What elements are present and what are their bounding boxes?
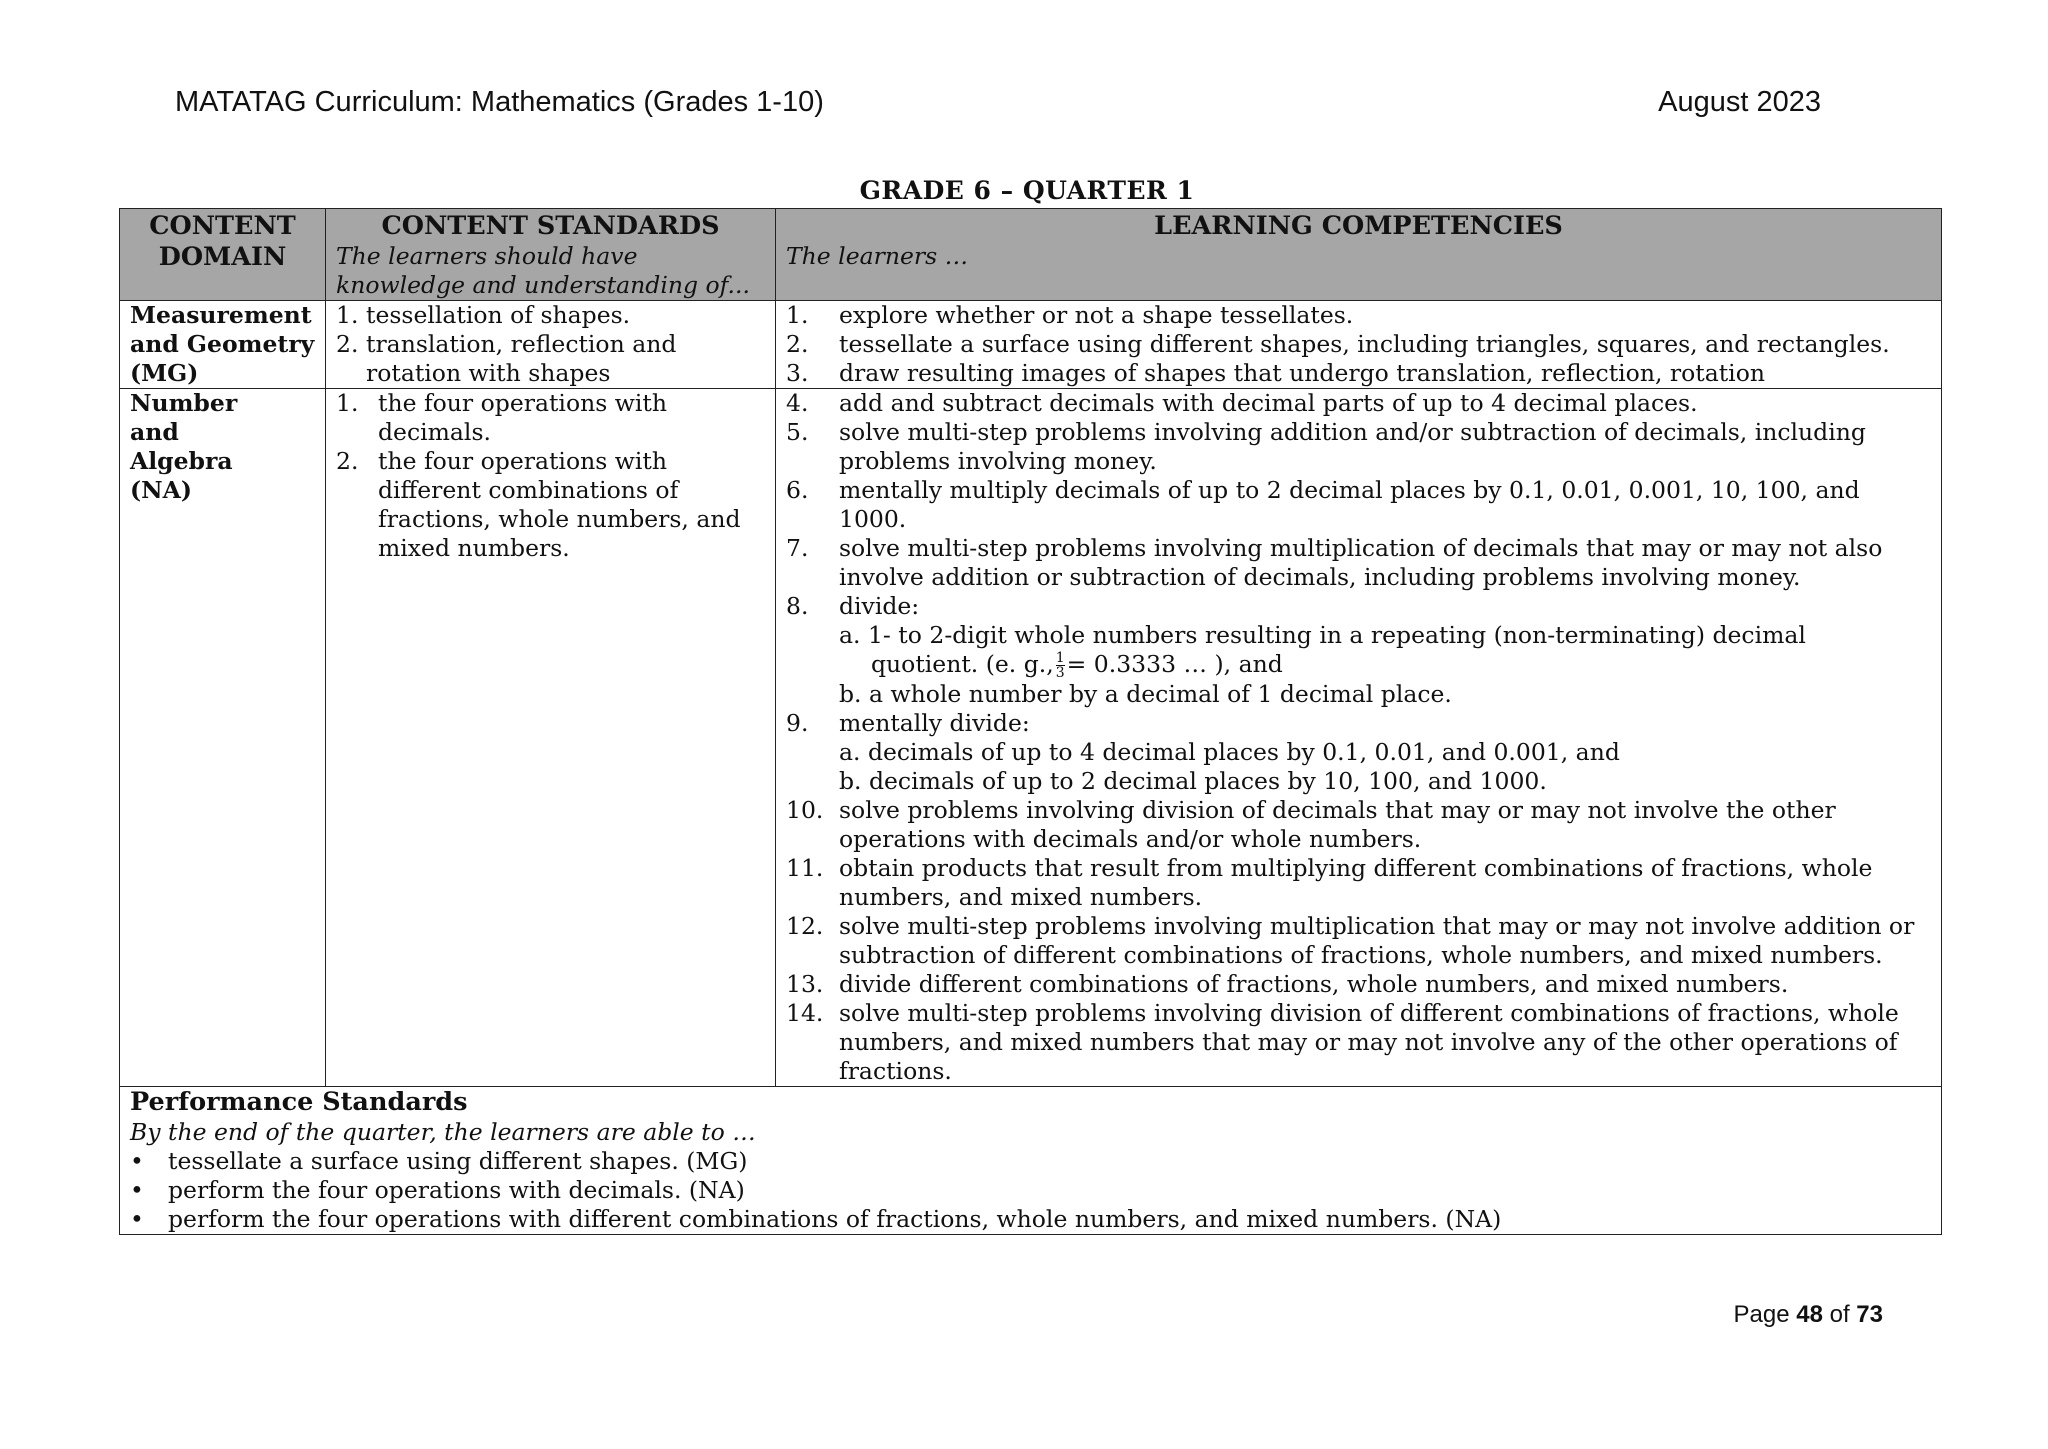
performance-text: perform the four operations with decimals. (NA) (168, 1176, 745, 1204)
competency-item (786, 999, 1931, 1086)
domain-cell: Measurement and Geometry (MG) (120, 301, 326, 389)
domain-cell: Number and Algebra (NA) (120, 389, 326, 1087)
competency-item (786, 709, 1931, 796)
header-content-standards (326, 209, 776, 301)
competency-text: explore whether or not a shape tessellates. (839, 301, 1354, 329)
competency-text: solve problems involving division of decimals that may or may not involve the other operations with decimals and/or whole numbers. (839, 796, 1836, 853)
performance-title: Performance Standards (130, 1087, 468, 1117)
standards-cell (326, 301, 776, 389)
competency-text: solve multi-step problems involving division of different combinations of fractions, whole numbers, and mixed numbers that may or may not involve any of the other operations of fractions. (839, 999, 1899, 1085)
total-pages: 73 (1856, 1301, 1883, 1328)
standard-text: the four operations with decimals. (378, 389, 667, 446)
subitem-b: b. decimals of up to 2 decimal places by 10, 100, and 1000. (839, 767, 1547, 795)
competency-item (786, 796, 1931, 854)
header-competencies-label: LEARNING COMPETENCIES (1154, 211, 1563, 241)
competency-text: solve multi-step problems involving multiplication that may or may not involve addition or subtraction of different combinations of fractions, whole numbers, and mixed numbers. (839, 912, 1915, 969)
page-title: GRADE 6 – QUARTER 1 (859, 176, 1195, 205)
competency-text: divide different combinations of fractions, whole numbers, and mixed numbers. (839, 970, 1789, 998)
performance-text: perform the four operations with different combinations of fractions, whole numbers, and mixed numbers. (NA) (168, 1205, 1502, 1233)
standard-text: the four operations with different combinations of fractions, whole numbers, and mixed numbers. (378, 447, 741, 562)
subitem-a-line2 (839, 650, 1931, 680)
competency-text: tessellate a surface using different shapes, including triangles, squares, and rectangles. (839, 330, 1890, 358)
performance-standards-row (120, 1087, 1942, 1235)
competency-text: mentally divide: (839, 709, 1030, 737)
fraction-denominator: 3 (1055, 665, 1065, 681)
competency-number: 6. (786, 476, 809, 504)
performance-item (130, 1176, 1931, 1205)
competency-number: 7. (786, 534, 809, 562)
subitem-a-prefix: quotient. (e. g., (871, 650, 1054, 678)
standard-text: tessellation of shapes. (366, 301, 631, 329)
standard-text: translation, reflection and rotation with shapes (366, 330, 677, 387)
header-standards-subtitle: The learners should have knowledge and understanding of... (336, 242, 750, 299)
fraction-one-third (1056, 651, 1065, 680)
competency-number: 5. (786, 418, 809, 446)
competencies-cell (776, 389, 1942, 1087)
competency-number: 11. (786, 854, 824, 882)
competency-text: obtain products that result from multiplying different combinations of fractions, whole numbers, and mixed numbers. (839, 854, 1873, 911)
page-number (1734, 1301, 1884, 1329)
header-domain-label: CONTENT DOMAIN (149, 211, 296, 272)
performance-item (130, 1147, 1931, 1176)
table-row (120, 301, 1942, 389)
competency-text: divide: (839, 592, 920, 620)
bullet-icon: • (130, 1147, 144, 1175)
standard-item (336, 301, 765, 330)
competency-item (786, 970, 1931, 999)
competency-number: 12. (786, 912, 824, 940)
standard-item (336, 330, 765, 388)
standards-cell (326, 389, 776, 1087)
performance-standards-cell (120, 1087, 1942, 1235)
competency-number: 8. (786, 592, 809, 620)
curriculum-table (119, 208, 1942, 1235)
subitem-a-line1: a. 1- to 2-digit whole numbers resulting in a repeating (non-terminating) decimal (839, 621, 1806, 649)
subitem-a-suffix: = 0.3333 … ), and (1066, 650, 1283, 678)
standard-item (336, 447, 765, 563)
competency-item (786, 592, 1931, 709)
competency-number: 10. (786, 796, 824, 824)
table-header-row (120, 209, 1942, 301)
subitem-b: b. a whole number by a decimal of 1 decimal place. (839, 680, 1452, 708)
document-header-title: MATATAG Curriculum: Mathematics (Grades 1-10) (175, 86, 824, 118)
competency-item (786, 912, 1931, 970)
performance-text: tessellate a surface using different shapes. (MG) (168, 1147, 748, 1175)
bullet-icon: • (130, 1176, 144, 1204)
competency-number: 4. (786, 389, 809, 417)
competency-number: 3. (786, 359, 809, 387)
competency-number: 14. (786, 999, 824, 1027)
performance-item (130, 1205, 1931, 1234)
fraction-numerator: 1 (1055, 650, 1065, 666)
page-label: Page (1733, 1301, 1790, 1328)
competency-item (786, 418, 1931, 476)
competency-subitems (839, 738, 1931, 796)
competency-item (786, 854, 1931, 912)
competency-item (786, 534, 1931, 592)
competency-item (786, 389, 1931, 418)
competency-number: 9. (786, 709, 809, 737)
competency-subitems (839, 621, 1931, 709)
competency-text: mentally multiply decimals of up to 2 decimal places by 0.1, 0.01, 0.001, 10, 100, and 1000. (839, 476, 1860, 533)
standard-number: 1. (336, 301, 359, 329)
competency-number: 2. (786, 330, 809, 358)
standard-item (336, 389, 765, 447)
competencies-cell (776, 301, 1942, 389)
header-standards-label: CONTENT STANDARDS (381, 211, 720, 241)
competency-text: solve multi-step problems involving addition and/or subtraction of decimals, including problems involving money. (839, 418, 1866, 475)
page-of-label: of (1829, 1301, 1850, 1328)
current-page: 48 (1796, 1301, 1823, 1328)
competency-number: 13. (786, 970, 824, 998)
bullet-icon: • (130, 1205, 144, 1233)
standard-number: 2. (336, 447, 359, 475)
competency-item (786, 301, 1931, 330)
standard-number: 2. (336, 330, 359, 358)
table-row (120, 389, 1942, 1087)
competency-text: solve multi-step problems involving multiplication of decimals that may or may not also involve addition or subtraction of decimals, including problems involving money. (839, 534, 1883, 591)
standard-number: 1. (336, 389, 359, 417)
header-learning-competencies (776, 209, 1942, 301)
header-content-domain (120, 209, 326, 301)
performance-subtitle: By the end of the quarter, the learners are able to … (130, 1118, 756, 1146)
header-competencies-subtitle: The learners … (786, 242, 969, 270)
competency-number: 1. (786, 301, 809, 329)
competency-item (786, 476, 1931, 534)
competency-item (786, 359, 1931, 388)
subitem-a: a. decimals of up to 4 decimal places by 0.1, 0.01, and 0.001, and (839, 738, 1620, 766)
competency-item (786, 330, 1931, 359)
competency-text: add and subtract decimals with decimal parts of up to 4 decimal places. (839, 389, 1698, 417)
competency-text: draw resulting images of shapes that undergo translation, reflection, rotation (839, 359, 1765, 387)
document-header-date: August 2023 (1658, 86, 1821, 118)
